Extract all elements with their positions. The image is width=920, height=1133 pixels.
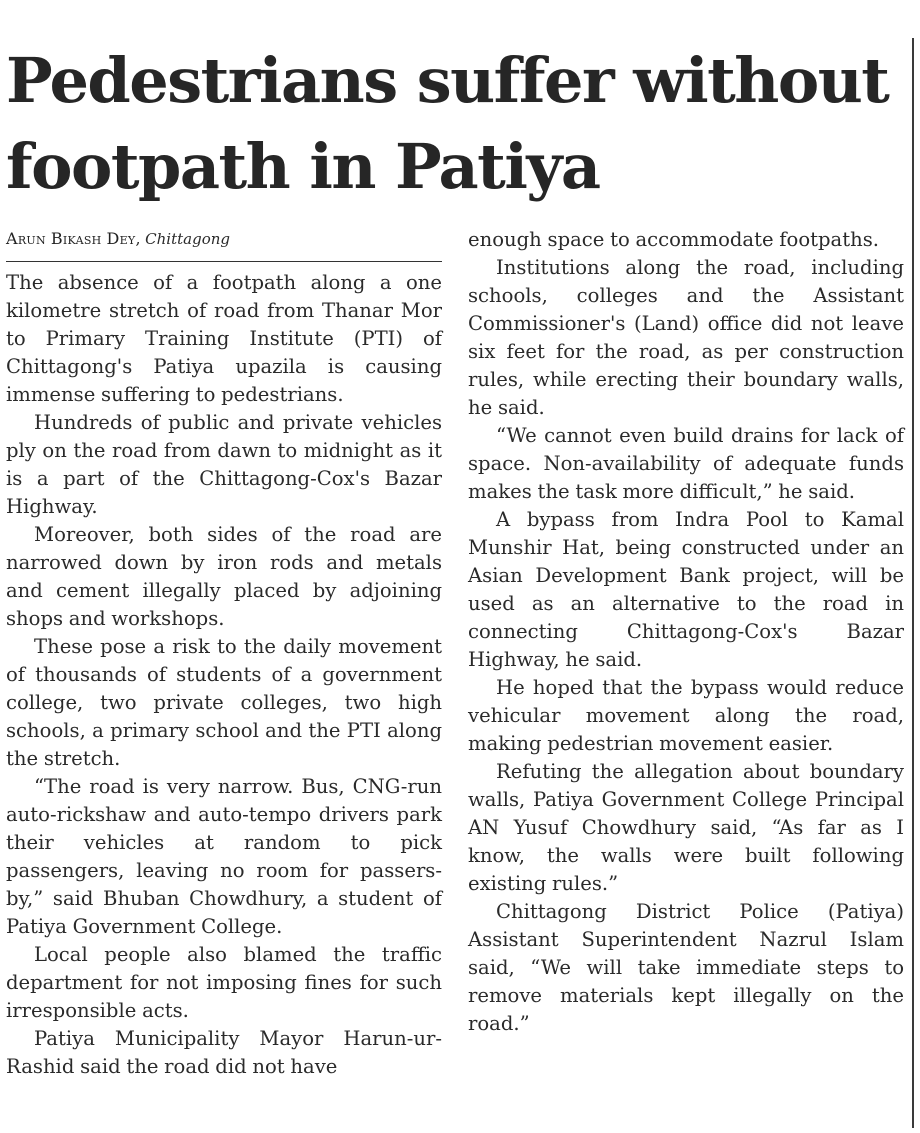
paragraph: “We cannot even build drains for lack of space. Non-availability of adequate funds makes the task more difficult,” he said. xyxy=(468,424,904,503)
paragraph: Patiya Municipality Mayor Harun-ur-Rashid said the road did not have xyxy=(6,1027,442,1078)
byline-separator: , xyxy=(135,229,146,248)
paragraph: Institutions along the road, including schools, colleges and the Assistant Commissioner's (Land) office did not leave six feet for the road, as per construction rules, while erecting their boundary walls, he said. xyxy=(468,256,904,419)
article-column-left xyxy=(6,226,442,1081)
article-column-right xyxy=(468,226,904,1038)
paragraph: Hundreds of public and private vehicles ply on the road from dawn to midnight as it is a part of the Chittagong-Cox's Bazar Highway. xyxy=(6,411,442,518)
column-rule-right xyxy=(912,38,914,1128)
paragraph: The absence of a footpath along a one kilometre stretch of road from Thanar Mor to Primary Training Institute (PTI) of Chittagong's Patiya upazila is causing immense suffering to pedestrians. xyxy=(6,271,442,406)
paragraph: Chittagong District Police (Patiya) Assistant Superintendent Nazrul Islam said, “We will take immediate steps to remove materials kept illegally on the road.” xyxy=(468,900,904,1035)
paragraph: A bypass from Indra Pool to Kamal Munshir Hat, being constructed under an Asian Development Bank project, will be used as an alternative to the road in connecting Chittagong-Cox's Bazar Highway, he said. xyxy=(468,508,904,671)
byline xyxy=(6,226,442,262)
paragraph: He hoped that the bypass would reduce vehicular movement along the road, making pedestrian movement easier. xyxy=(468,676,904,755)
byline-author: Arun Bikash Dey xyxy=(6,229,136,248)
paragraph-continued: enough space to accommodate footpaths. xyxy=(468,228,880,251)
paragraph: These pose a risk to the daily movement of thousands of students of a government college, two private colleges, two high schools, a primary school and the PTI along the stretch. xyxy=(6,635,442,770)
paragraph: Refuting the allegation about boundary walls, Patiya Government College Principal AN Yusuf Chowdhury said, “As far as I know, the walls were built following existing rules.” xyxy=(468,760,904,895)
paragraph: “The road is very narrow. Bus, CNG-run auto-rickshaw and auto-tempo drivers park their vehicles at random to pick passengers, leaving no room for passers-by,” said Bhuban Chowdhury, a student of Patiya Government College. xyxy=(6,775,442,938)
byline-location: Chittagong xyxy=(145,230,230,248)
paragraph: Local people also blamed the traffic department for not imposing fines for such irresponsible acts. xyxy=(6,943,442,1022)
paragraph: Moreover, both sides of the road are narrowed down by iron rods and metals and cement illegally placed by adjoining shops and workshops. xyxy=(6,523,442,630)
headline: Pedestrians suffer without footpath in Patiya xyxy=(6,44,889,203)
